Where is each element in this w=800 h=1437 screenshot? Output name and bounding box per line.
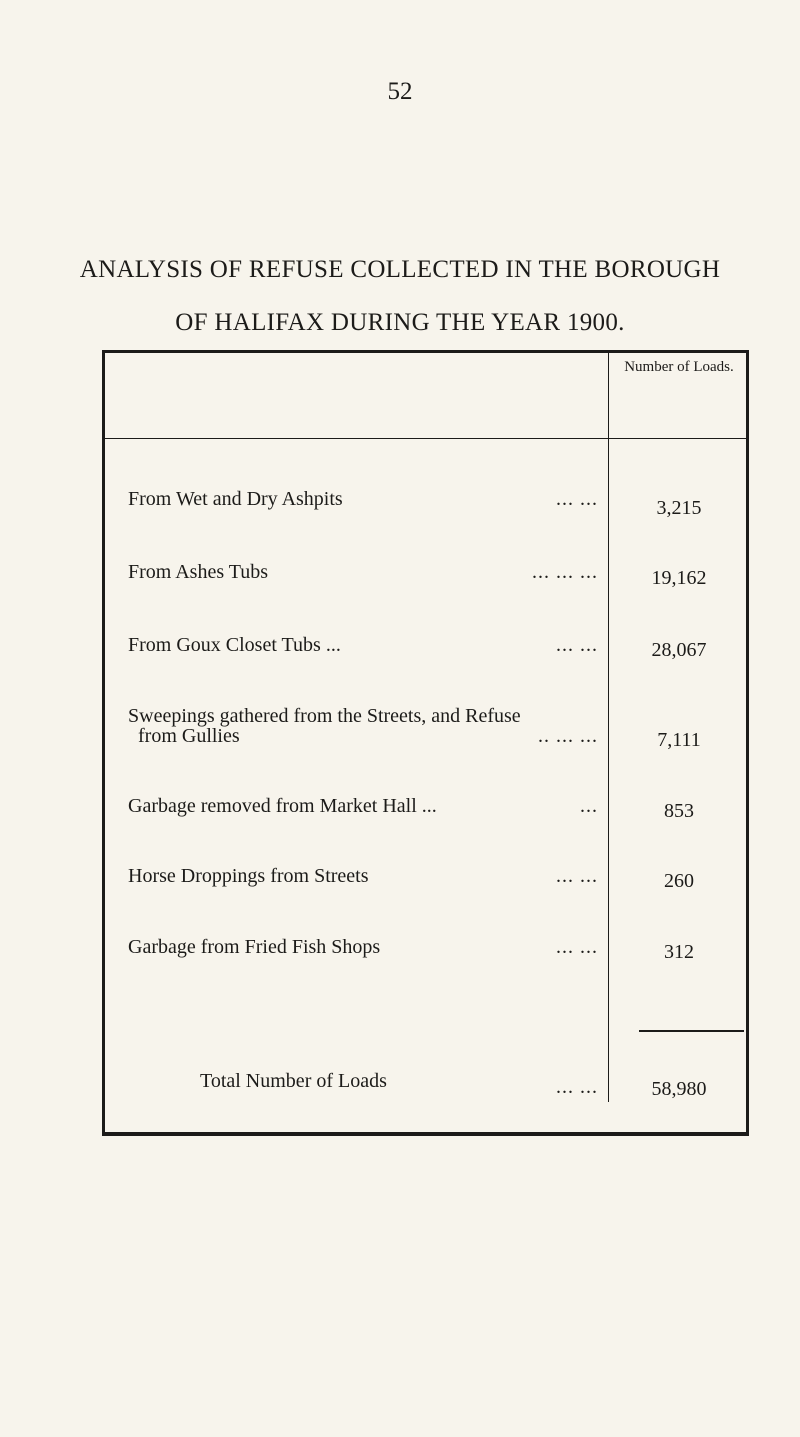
page-number: 52 <box>387 78 413 105</box>
row-value-goux-closet-tubs: 28,067 <box>651 639 707 661</box>
dot-leaders: .. ... ... <box>538 725 598 747</box>
row-label-market-hall-garbage <box>128 796 598 816</box>
row-label-street-sweepings <box>128 706 598 746</box>
row-label-text: From Wet and Dry Ashpits <box>128 488 343 510</box>
row-label-text: Garbage removed from Market Hall ... <box>128 795 437 817</box>
column-divider <box>608 353 609 1102</box>
row-label-text: From Goux Closet Tubs ... <box>128 634 341 656</box>
total-label <box>200 1070 598 1098</box>
dot-leaders: ... <box>580 795 598 817</box>
row-label-text-line-1: Sweepings gathered from the Streets, and Refuse <box>128 705 521 727</box>
row-label-text: Horse Droppings from Streets <box>128 865 369 887</box>
table-title-line-2: OF HALIFAX DURING THE YEAR 1900. <box>175 309 625 336</box>
row-label-fried-fish-shops <box>128 937 598 957</box>
total-rule <box>639 1030 744 1032</box>
dot-leaders: ... ... <box>556 865 598 887</box>
row-value-fried-fish-shops: 312 <box>664 941 694 963</box>
row-value-market-hall-garbage: 853 <box>664 800 694 822</box>
total-label-text: Total Number of Loads <box>200 1070 387 1092</box>
dot-leaders: ... ... <box>556 936 598 958</box>
row-value-wet-dry-ashpits: 3,215 <box>656 497 702 519</box>
table-title-line-1: ANALYSIS OF REFUSE COLLECTED IN THE BOROUGH <box>79 256 721 283</box>
row-label-text: From Ashes Tubs <box>128 561 269 583</box>
row-value-horse-droppings: 260 <box>664 870 694 892</box>
row-label-text: Garbage from Fried Fish Shops <box>128 936 381 958</box>
row-label-wet-dry-ashpits <box>128 489 598 509</box>
header-rule <box>105 438 746 439</box>
dot-leaders: ... ... <box>556 1076 598 1098</box>
row-value-street-sweepings: 7,111 <box>657 729 701 751</box>
dot-leaders: ... ... ... <box>532 561 598 583</box>
row-label-text-line-2: from Gullies <box>138 725 240 747</box>
refuse-analysis-table <box>102 350 749 1136</box>
row-label-ashes-tubs <box>128 562 598 582</box>
dot-leaders: ... ... <box>556 634 598 656</box>
row-label-goux-closet-tubs <box>128 635 598 655</box>
dot-leaders: ... ... <box>556 488 598 510</box>
column-header-number-of-loads: Number of Loads. <box>624 359 734 375</box>
total-value: 58,980 <box>651 1078 707 1100</box>
row-value-ashes-tubs: 19,162 <box>651 567 707 589</box>
row-label-horse-droppings <box>128 866 598 886</box>
